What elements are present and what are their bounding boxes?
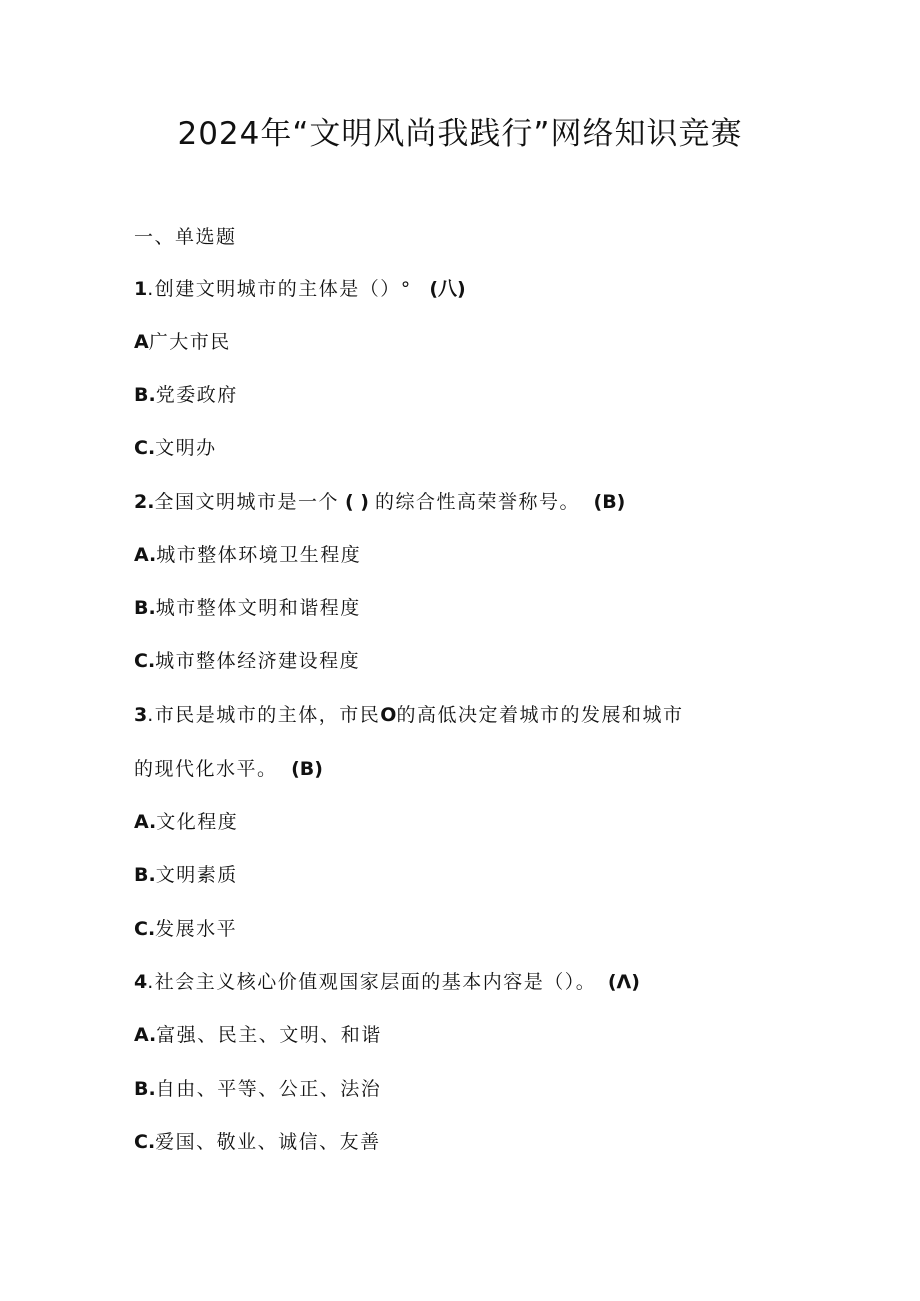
question-number: 2. — [134, 491, 155, 513]
answer-key: (B) — [593, 491, 626, 513]
option-text: 文明素质 — [155, 864, 238, 886]
option-letter: C. — [134, 918, 156, 940]
option-c — [134, 434, 217, 462]
option-text: 自由、平等、公正、法治 — [155, 1078, 382, 1100]
option-a — [134, 328, 231, 356]
answer-key: (B) — [291, 758, 323, 780]
option-a — [134, 808, 238, 836]
option-text: 爱国、敬业、诚信、友善 — [155, 1131, 381, 1153]
option-c — [134, 1128, 381, 1156]
question-number: 4 — [134, 971, 148, 993]
option-a — [134, 1021, 382, 1049]
option-letter: C. — [134, 437, 156, 459]
question-text: .社会主义核心价值观国家层面的基本内容是（）。 — [147, 971, 597, 993]
option-letter: A. — [134, 1024, 157, 1046]
option-text: 文化程度 — [156, 811, 239, 833]
blank-paren: ( ) — [344, 491, 369, 513]
question-1 — [134, 275, 466, 303]
question-3-line-2 — [134, 755, 323, 783]
blank-paren: O — [380, 704, 397, 726]
option-letter: A. — [134, 544, 157, 566]
option-text: 城市整体文明和谐程度 — [155, 597, 361, 619]
option-c — [134, 915, 237, 943]
question-number: 3 — [134, 704, 148, 726]
option-text: 城市整体环境卫生程度 — [156, 544, 362, 566]
option-letter: B. — [134, 597, 156, 619]
option-text: 文明办 — [155, 437, 217, 459]
question-text: .创建文明城市的主体是（）° — [147, 278, 412, 300]
option-b — [134, 594, 361, 622]
option-text: 城市整体经济建设程度 — [155, 650, 361, 672]
answer-key: (Λ) — [607, 971, 640, 993]
option-letter: B. — [134, 1078, 156, 1100]
option-b — [134, 1075, 381, 1103]
option-text: 党委政府 — [155, 384, 238, 406]
option-letter: C. — [134, 650, 156, 672]
option-letter: B. — [134, 864, 156, 886]
question-text: 全国文明城市是一个 — [154, 491, 339, 513]
question-text-line2: 的现代化水平。 — [134, 758, 278, 780]
option-text: 富强、民主、文明、和谐 — [156, 1024, 382, 1046]
option-text: 发展水平 — [155, 918, 238, 940]
option-letter: B. — [134, 384, 156, 406]
option-b — [134, 381, 238, 409]
question-text-cont: 的综合性高荣誉称号。 — [374, 491, 580, 513]
option-c — [134, 647, 360, 675]
question-text: .市民是城市的主体，市民 — [147, 704, 381, 726]
option-letter: A — [134, 331, 149, 353]
option-letter: A. — [134, 811, 157, 833]
question-text-cont: 的高低决定着城市的发展和城市 — [396, 704, 684, 726]
question-3 — [134, 701, 683, 729]
option-a — [134, 541, 361, 569]
option-text: 广大市民 — [148, 331, 231, 353]
section-heading: 一、单选题 — [134, 226, 237, 248]
question-number: 1 — [134, 278, 148, 300]
question-4 — [134, 968, 640, 996]
question-2 — [134, 488, 625, 516]
option-letter: C. — [134, 1131, 156, 1153]
option-b — [134, 861, 238, 889]
answer-key: (八) — [429, 278, 466, 300]
page-title: 2024年“文明风尚我践行”网络知识竞赛 — [177, 116, 743, 152]
